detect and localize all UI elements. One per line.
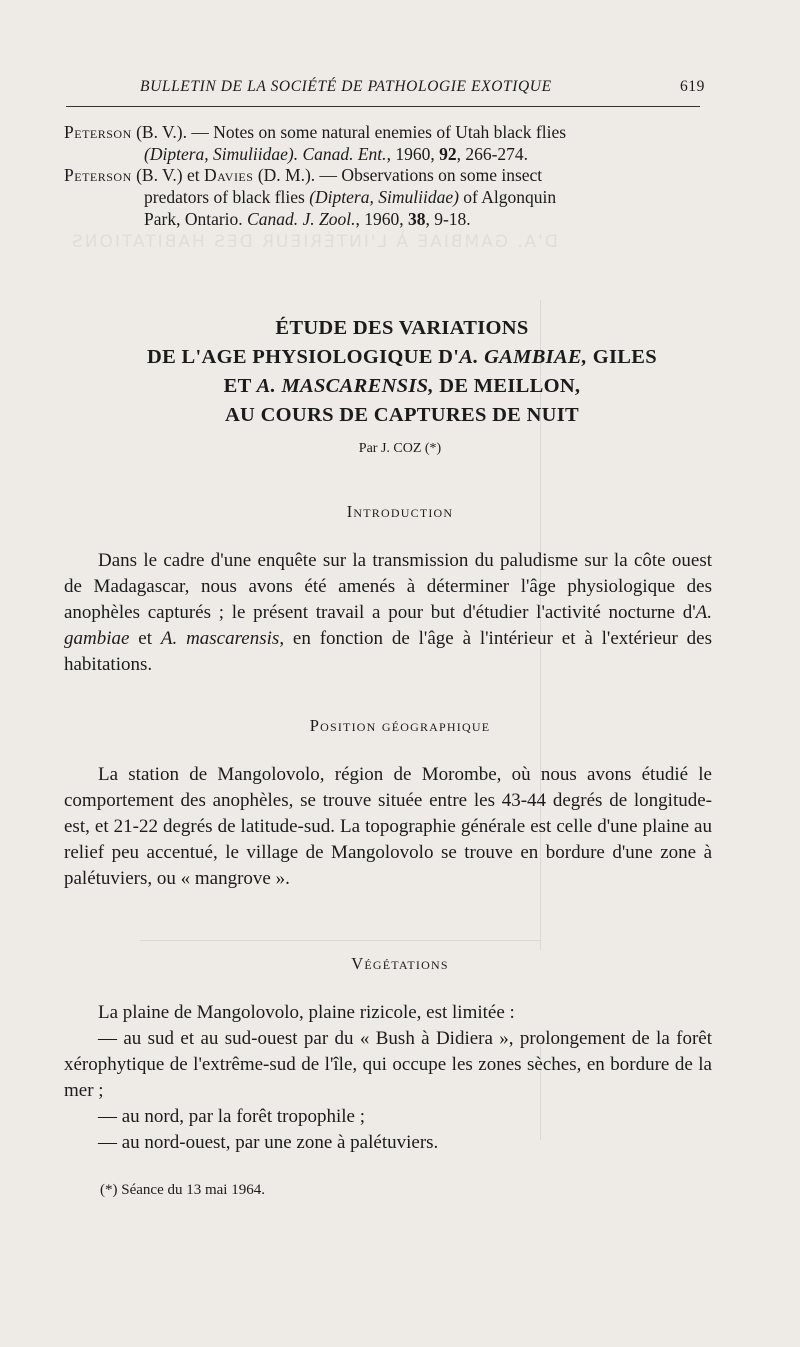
reference-journal: Canad. J. Zool. [247,209,356,229]
reference-2 [64,164,704,230]
title-species: A. GAMBIAE, [459,346,588,368]
paragraph-text: La station de Mangolovolo, région de Morombe, où nous avons étudié le comportement des anophèles, se trouve située entre les 43-44 degrés de longitude-est, et 21-22 degrés de latitude-sud. La topographie générale est celle d'une plaine au relief peu accentué, le village de Mangolovolo se trouve en bordure d'une zone à palétuviers, ou « mangrove ». [64,764,712,889]
paragraph-text: La plaine de Mangolovolo, plaine rizicole, est limitée : [98,1002,515,1023]
show-through-axis [140,940,540,941]
title-text: DE L'AGE PHYSIOLOGIQUE D' [147,346,460,368]
title-text: DE MEILLON, [433,375,581,397]
section-heading-position: Position géographique [309,716,491,735]
footnote [100,1182,265,1199]
reference-text: (B. V.) et [131,165,205,185]
paragraph-text: Dans le cadre d'une enquête sur la transmission du paludisme sur la côte ouest de Madagascar, nous avons été amenés à déterminer l'âge physiologique des anophèles capturés ; le présent travail a pour but d'étudier l'activité nocturne d' [64,550,712,623]
reference-text: predators of black flies [144,187,310,207]
list-item [64,1026,712,1104]
section-heading-introduction: Introduction [346,502,454,521]
paragraph-text: — au nord, par la forêt tropophile ; [98,1106,365,1127]
species-name: A. gambiae [64,602,712,649]
reference-year: , 1960, [355,209,408,229]
position-paragraph [64,762,712,892]
article-title [64,314,740,430]
title-line: ÉTUDE DES VARIATIONS [275,317,529,339]
title-text: ET [223,375,257,397]
header-rule [66,106,700,107]
paragraph-line [64,1000,712,1026]
reference-continuation [64,208,704,230]
author-name: Par J. COZ (*) [358,441,442,456]
reference-volume: 38 [407,209,426,229]
reference-text: of Algonquin [458,187,557,207]
reference-author: Davies [204,165,254,185]
title-line [64,372,740,401]
reference-text: (B. V.). — Notes on some natural enemies of Utah black flies [131,122,567,142]
paragraph-text: et [129,628,161,649]
page-number: 619 [679,78,705,95]
reference-text: Park, Ontario. [144,209,248,229]
reference-taxon: (Diptera, Simuliidae) [309,187,459,207]
reference-author: Peterson [64,165,132,185]
reference-volume: 92 [439,144,457,164]
section-heading-vegetation: Végétations [351,954,449,973]
footnote-text: Séance du 13 mai 1964. [117,1182,265,1198]
list-item [64,1130,712,1156]
list-item [64,1104,712,1130]
reference-continuation [64,186,704,208]
vegetation-paragraph [64,1000,712,1156]
reference-pages: , 266-274. [456,144,529,164]
footnote-marker: (*) [100,1182,118,1198]
title-line: AU COURS DE CAPTURES DE NUIT [224,404,580,426]
reference-1 [64,121,704,165]
journal-title: BULLETIN DE LA SOCIÉTÉ DE PATHOLOGIE EXOTIQUE [140,78,552,95]
reference-text: (D. M.). — Observations on some insect [253,165,543,185]
paragraph-text: , en fonction de l'âge à l'intérieur et à l'extérieur des habitations. [64,628,713,675]
author-line [0,441,800,457]
reference-year: , 1960, [386,144,440,164]
species-name: A. mascarensis [160,628,280,649]
title-text: GILES [587,346,657,368]
paragraph-text: — au sud et au sud-ouest par du « Bush à Didiera », prolongement de la forêt xérophytique de l'extrême-sud de l'île, qui occupe les zones sèches, en bordure de la mer ; [64,1028,712,1101]
title-species: A. MASCARENSIS, [256,375,434,397]
reference-pages: , 9-18. [425,209,471,229]
show-through-text: D'A. GAMBIAE À L'INTÉRIEUR DES HABITATIONS [70,232,558,252]
reference-author: Peterson [64,122,132,142]
reference-journal: (Diptera, Simuliidae). Canad. Ent. [144,144,387,164]
running-head [140,78,705,96]
introduction-paragraph [64,548,712,678]
paragraph-text: — au nord-ouest, par une zone à palétuviers. [98,1132,439,1153]
reference-continuation [64,143,704,165]
title-line [64,343,740,372]
